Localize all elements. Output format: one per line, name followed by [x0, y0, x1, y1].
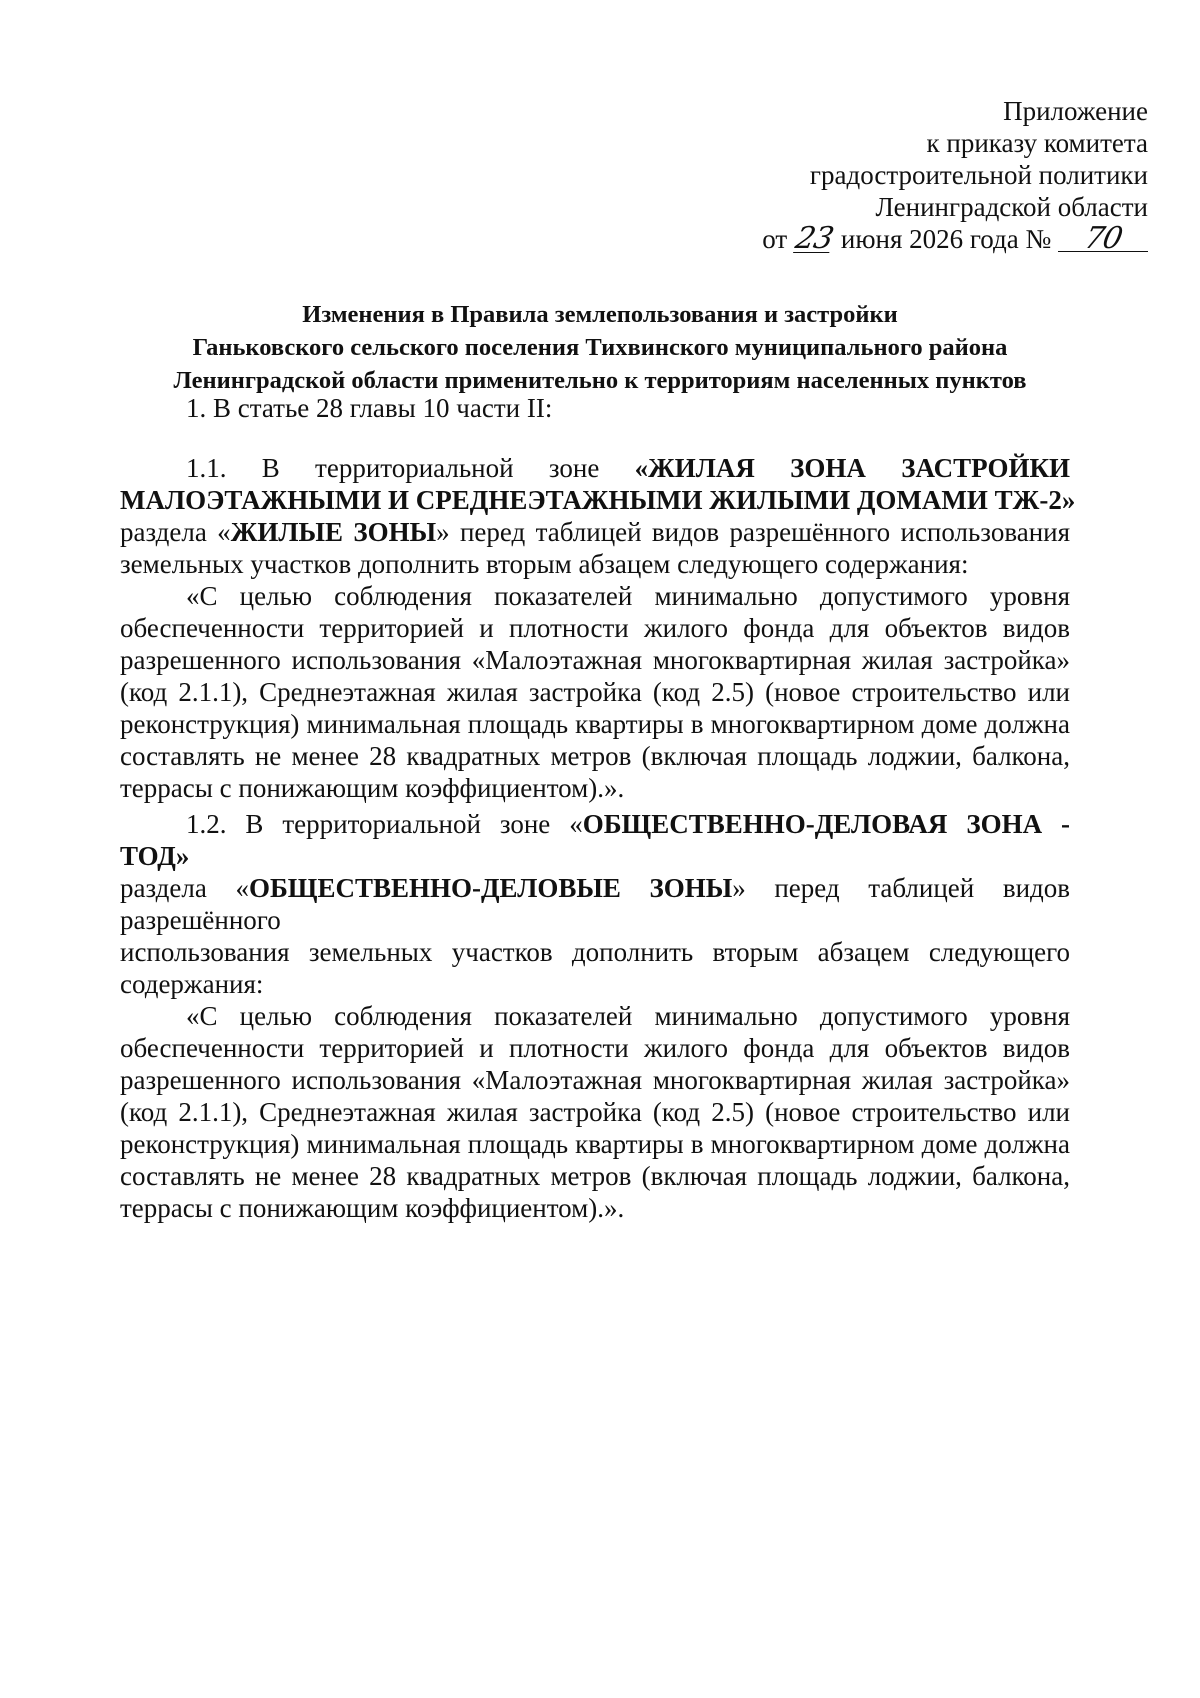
item-1-1-line-2: МАЛОЭТАЖНЫМИ И СРЕДНЕЭТАЖНЫМИ ЖИЛЫМИ ДОМАМИ ТЖ-2»	[120, 485, 1076, 515]
zone-name-bold: ЗАСТРОЙКИ	[901, 453, 1071, 483]
section-name-bold: ОБЩЕСТВЕННО-ДЕЛОВЫЕ ЗОНЫ	[248, 873, 733, 903]
item-1-2-line-3: использования земельных участков дополнить вторым абзацем следующего	[120, 937, 1070, 967]
item-1-2-line-1	[120, 808, 1070, 872]
section-prefix: раздела «	[120, 517, 231, 547]
zone-name-bold: «ЖИЛАЯ	[634, 453, 755, 483]
item-1-2-quote: «С целью соблюдения показателей минимально допустимого уровня обеспеченности территорией и плотности жилого фонда для объектов видов разрешенного использования «Малоэтажная многоквартирная жилая застройка» (код 2.1.1), Среднеэтажная жилая застройка (код 2.5) (новое строительство или реконструкция) минимальная площадь квартиры в многоквартирном доме должна составлять не менее 28 квадратных метров (включая площадь лоджии, балкона, террасы с понижающим коэффициентом).».	[120, 1001, 1070, 1223]
item-1-1-quote: «С целью соблюдения показателей минимально допустимого уровня обеспеченности территорией и плотности жилого фонда для объектов видов разрешенного использования «Малоэтажная многоквартирная жилая застройка» (код 2.1.1), Среднеэтажная жилая застройка (код 2.5) (новое строительство или реконструкция) минимальная площадь квартиры в многоквартирном доме должна составлять не менее 28 квадратных метров (включая площадь лоджии, балкона, террасы с понижающим коэффициентом).».	[120, 581, 1070, 803]
document-title	[120, 298, 1080, 397]
handwritten-number: 70	[1081, 221, 1125, 256]
order-date-line	[548, 223, 1148, 255]
section-name-bold: ЖИЛЫЕ ЗОНЫ	[230, 517, 437, 547]
item-1-1-line-4: земельных участков дополнить вторым абзацем следующего содержания:	[120, 549, 969, 579]
appendix-header	[548, 95, 1148, 255]
item-1-1-word: территориальной	[315, 453, 514, 483]
item-1-1-word: В	[261, 453, 280, 483]
item-1-1	[120, 452, 1076, 804]
item-1-1-line-3	[120, 516, 1070, 548]
order-number-field	[1058, 221, 1148, 256]
zone-name-bold: ЗОНА	[790, 453, 866, 483]
item-1-1-number: 1.1.	[186, 453, 227, 483]
title-line-1: Изменения в Правила землепользования и застройки	[302, 301, 898, 328]
date-prefix: от	[762, 224, 788, 254]
zone-suffix: »	[175, 841, 190, 871]
item-1-2-line-4: содержания:	[120, 969, 264, 999]
date-middle: июня 2026 года №	[840, 224, 1052, 254]
title-line-3: Ленинградской области применительно к территориям населенных пунктов	[173, 367, 1027, 394]
section-prefix: раздела «	[120, 873, 249, 903]
zone-name-bold: ОБЩЕСТВЕННО-ДЕЛОВАЯ ЗОНА - ТОД	[120, 809, 1070, 871]
item-1	[120, 392, 1070, 424]
header-line-3: градостроительной политики	[809, 160, 1148, 190]
handwritten-day: 23	[792, 221, 836, 256]
item-1-2-line-2	[120, 872, 1070, 936]
item-1-2	[120, 808, 1070, 1224]
item-1-text: 1. В статье 28 главы 10 части II:	[186, 393, 553, 423]
header-line-1: Приложение	[1003, 96, 1148, 126]
section-suffix: » перед таблицей видов разрешённого	[120, 873, 1070, 935]
item-1-1-line-1	[120, 452, 1070, 484]
section-suffix: » перед таблицей видов разрешённого использования	[436, 517, 1071, 547]
item-1-1-word: зоне	[548, 453, 600, 483]
title-line-2: Ганьковского сельского поселения Тихвинского муниципального района	[192, 334, 1008, 361]
header-line-2: к приказу комитета	[926, 128, 1148, 158]
zone-prefix: 1.2. В территориальной зоне «	[186, 809, 583, 839]
header-line-4: Ленинградской области	[875, 192, 1148, 222]
